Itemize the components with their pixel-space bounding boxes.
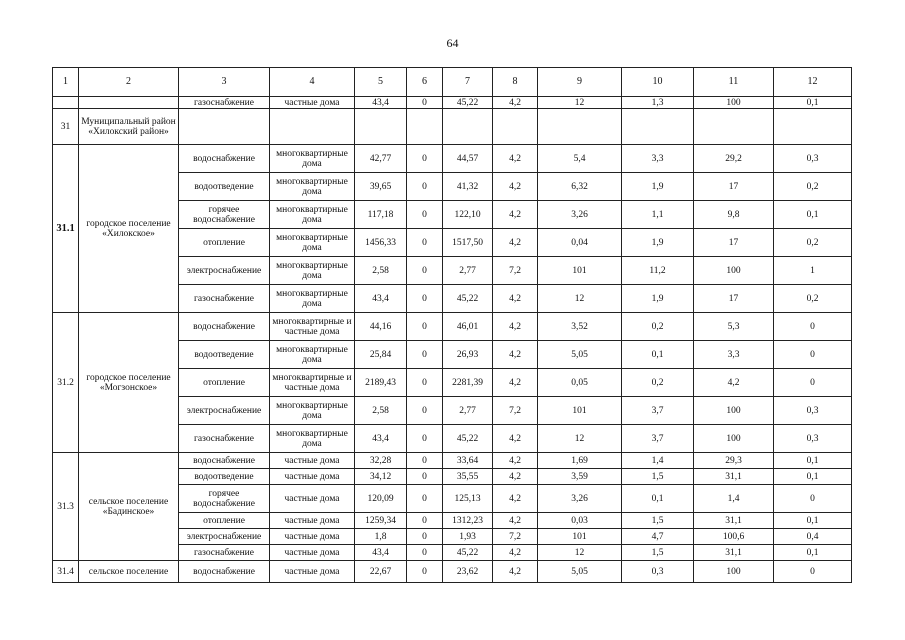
- col-11: 1,4: [694, 485, 774, 513]
- col-5: 39,65: [355, 173, 407, 201]
- col-12: 0: [774, 369, 852, 397]
- col-11: 31,1: [694, 469, 774, 485]
- col-9: 1,69: [538, 453, 622, 469]
- building-type: многоквартирные дома: [270, 257, 355, 285]
- col-6: 0: [407, 313, 443, 341]
- col-8: 4,2: [493, 285, 538, 313]
- col-5: 1259,34: [355, 513, 407, 529]
- col-10: 3,3: [622, 145, 694, 173]
- empty-cell: [179, 109, 270, 145]
- building-type: многоквартирные дома: [270, 229, 355, 257]
- col-6: 0: [407, 97, 443, 109]
- settlement-name: сельское поселение: [79, 561, 179, 583]
- col-6: 0: [407, 469, 443, 485]
- col-12: 0,2: [774, 229, 852, 257]
- col-9: 101: [538, 529, 622, 545]
- col-6: 0: [407, 561, 443, 583]
- column-header-6: 6: [407, 68, 443, 97]
- col-7: 41,32: [443, 173, 493, 201]
- col-8: 4,2: [493, 145, 538, 173]
- col-5: 43,4: [355, 545, 407, 561]
- empty-cell: [355, 109, 407, 145]
- col-12: 0,1: [774, 97, 852, 109]
- col-6: 0: [407, 545, 443, 561]
- col-11: 31,1: [694, 513, 774, 529]
- col-7: 125,13: [443, 485, 493, 513]
- col-8: 4,2: [493, 97, 538, 109]
- building-type: многоквартирные дома: [270, 173, 355, 201]
- column-header-9: 9: [538, 68, 622, 97]
- service: отопление: [179, 513, 270, 529]
- col-7: 45,22: [443, 545, 493, 561]
- col-7: 45,22: [443, 285, 493, 313]
- col-7: 2,77: [443, 257, 493, 285]
- service: электроснабжение: [179, 397, 270, 425]
- building-type: частные дома: [270, 97, 355, 109]
- empty-cell: [538, 109, 622, 145]
- col-11: 100: [694, 257, 774, 285]
- settlement-name: городское поселение «Могзонское»: [79, 313, 179, 453]
- col-11: 29,3: [694, 453, 774, 469]
- building-type: частные дома: [270, 529, 355, 545]
- col-9: 12: [538, 545, 622, 561]
- col-8: 4,2: [493, 229, 538, 257]
- col-11: 100: [694, 561, 774, 583]
- col-6: 0: [407, 425, 443, 453]
- col-7: 2,77: [443, 397, 493, 425]
- col-5: 1456,33: [355, 229, 407, 257]
- col-9: 12: [538, 285, 622, 313]
- district-number: 31: [53, 109, 79, 145]
- col-10: 1,9: [622, 285, 694, 313]
- col-5: 34,12: [355, 469, 407, 485]
- col-12: 0,2: [774, 285, 852, 313]
- col-12: 0,2: [774, 173, 852, 201]
- col-8: 4,2: [493, 513, 538, 529]
- building-type: многоквартирные и частные дома: [270, 369, 355, 397]
- col-5: 43,4: [355, 97, 407, 109]
- col-9: 3,52: [538, 313, 622, 341]
- empty-cell: [694, 109, 774, 145]
- col-8: 4,2: [493, 425, 538, 453]
- building-type: многоквартирные дома: [270, 145, 355, 173]
- col-7: 46,01: [443, 313, 493, 341]
- col-12: 0,1: [774, 201, 852, 229]
- col-11: 100: [694, 397, 774, 425]
- col-11: 5,3: [694, 313, 774, 341]
- col-10: 1,9: [622, 173, 694, 201]
- table-row: [53, 453, 852, 469]
- service: отопление: [179, 369, 270, 397]
- col-7: 122,10: [443, 201, 493, 229]
- col-5: 25,84: [355, 341, 407, 369]
- service: газоснабжение: [179, 425, 270, 453]
- building-type: многоквартирные дома: [270, 397, 355, 425]
- page-number: 64: [446, 36, 459, 50]
- col-12: 0: [774, 485, 852, 513]
- col-5: 1,8: [355, 529, 407, 545]
- col-12: 0,1: [774, 453, 852, 469]
- col-12: 0,3: [774, 145, 852, 173]
- column-header-8: 8: [493, 68, 538, 97]
- empty-cell: [270, 109, 355, 145]
- col-5: 42,77: [355, 145, 407, 173]
- col-12: 0,4: [774, 529, 852, 545]
- col-11: 17: [694, 285, 774, 313]
- col-11: 100: [694, 97, 774, 109]
- col-10: 0,3: [622, 561, 694, 583]
- col-6: 0: [407, 341, 443, 369]
- column-header-4: 4: [270, 68, 355, 97]
- column-header-1: 1: [53, 68, 79, 97]
- column-header-2: 2: [79, 68, 179, 97]
- settlement-number: 31.3: [53, 453, 79, 561]
- col-6: 0: [407, 201, 443, 229]
- col-5: 44,16: [355, 313, 407, 341]
- col-12: 0: [774, 561, 852, 583]
- service: водоснабжение: [179, 453, 270, 469]
- column-header-10: 10: [622, 68, 694, 97]
- col-9: 3,26: [538, 201, 622, 229]
- col-8: 4,2: [493, 545, 538, 561]
- settlement-number: 31.2: [53, 313, 79, 453]
- table-row: [53, 561, 852, 583]
- col-10: 1,3: [622, 97, 694, 109]
- table-row: [53, 97, 852, 109]
- col-5: 120,09: [355, 485, 407, 513]
- col-8: 4,2: [493, 313, 538, 341]
- building-type: частные дома: [270, 545, 355, 561]
- table-row: [53, 145, 852, 173]
- col-11: 9,8: [694, 201, 774, 229]
- col-6: 0: [407, 173, 443, 201]
- service: горячее водоснабжение: [179, 201, 270, 229]
- settlement-name: городское поселение «Хилокское»: [79, 145, 179, 313]
- col-8: 7,2: [493, 257, 538, 285]
- col-6: 0: [407, 529, 443, 545]
- col-11: 3,3: [694, 341, 774, 369]
- service: отопление: [179, 229, 270, 257]
- col-12: 1: [774, 257, 852, 285]
- service: газоснабжение: [179, 97, 270, 109]
- col-7: 1312,23: [443, 513, 493, 529]
- col-12: 0: [774, 313, 852, 341]
- table-row: [53, 313, 852, 341]
- col-10: 0,2: [622, 313, 694, 341]
- service: водоотведение: [179, 469, 270, 485]
- col-10: 1,5: [622, 513, 694, 529]
- col-10: 3,7: [622, 425, 694, 453]
- col-9: 3,59: [538, 469, 622, 485]
- col-8: 4,2: [493, 561, 538, 583]
- col-10: 1,1: [622, 201, 694, 229]
- col-8: 7,2: [493, 397, 538, 425]
- building-type: частные дома: [270, 453, 355, 469]
- column-header-11: 11: [694, 68, 774, 97]
- col-6: 0: [407, 257, 443, 285]
- col-5: 43,4: [355, 425, 407, 453]
- empty-cell: [443, 109, 493, 145]
- col-9: 5,05: [538, 561, 622, 583]
- col-9: 0,05: [538, 369, 622, 397]
- service: газоснабжение: [179, 285, 270, 313]
- building-type: частные дома: [270, 485, 355, 513]
- col-9: 101: [538, 397, 622, 425]
- col-5: 32,28: [355, 453, 407, 469]
- col-11: 100,6: [694, 529, 774, 545]
- num-cell: [53, 97, 79, 109]
- col-12: 0,3: [774, 425, 852, 453]
- empty-cell: [774, 109, 852, 145]
- col-7: 35,55: [443, 469, 493, 485]
- col-10: 4,7: [622, 529, 694, 545]
- col-11: 31,1: [694, 545, 774, 561]
- col-9: 0,04: [538, 229, 622, 257]
- building-type: многоквартирные дома: [270, 425, 355, 453]
- col-9: 101: [538, 257, 622, 285]
- col-6: 0: [407, 285, 443, 313]
- column-header-5: 5: [355, 68, 407, 97]
- col-9: 12: [538, 425, 622, 453]
- service: водоснабжение: [179, 561, 270, 583]
- col-6: 0: [407, 229, 443, 257]
- col-9: 5,4: [538, 145, 622, 173]
- service: водоснабжение: [179, 313, 270, 341]
- col-10: 1,5: [622, 545, 694, 561]
- building-type: многоквартирные дома: [270, 201, 355, 229]
- settlement-number: 31.4: [53, 561, 79, 583]
- service: газоснабжение: [179, 545, 270, 561]
- col-5: 117,18: [355, 201, 407, 229]
- empty-cell: [493, 109, 538, 145]
- col-8: 4,2: [493, 341, 538, 369]
- col-7: 1,93: [443, 529, 493, 545]
- service: электроснабжение: [179, 529, 270, 545]
- col-12: 0,1: [774, 469, 852, 485]
- col-7: 23,62: [443, 561, 493, 583]
- col-10: 0,1: [622, 341, 694, 369]
- building-type: многоквартирные дома: [270, 341, 355, 369]
- col-7: 1517,50: [443, 229, 493, 257]
- col-11: 17: [694, 229, 774, 257]
- col-10: 1,5: [622, 469, 694, 485]
- service: горячее водоснабжение: [179, 485, 270, 513]
- col-6: 0: [407, 485, 443, 513]
- col-9: 0,03: [538, 513, 622, 529]
- col-5: 43,4: [355, 285, 407, 313]
- district-name: Муниципальный район «Хилокский район»: [79, 109, 179, 145]
- empty-cell: [622, 109, 694, 145]
- col-11: 17: [694, 173, 774, 201]
- building-type: многоквартирные и частные дома: [270, 313, 355, 341]
- col-10: 0,2: [622, 369, 694, 397]
- column-header-7: 7: [443, 68, 493, 97]
- col-7: 26,93: [443, 341, 493, 369]
- col-6: 0: [407, 513, 443, 529]
- col-8: 4,2: [493, 369, 538, 397]
- service: электроснабжение: [179, 257, 270, 285]
- col-8: 4,2: [493, 485, 538, 513]
- col-9: 6,32: [538, 173, 622, 201]
- col-8: 4,2: [493, 469, 538, 485]
- col-11: 100: [694, 425, 774, 453]
- district-row: [53, 109, 852, 145]
- col-8: 7,2: [493, 529, 538, 545]
- building-type: частные дома: [270, 513, 355, 529]
- settlement-number: 31.1: [53, 145, 79, 313]
- col-5: 22,67: [355, 561, 407, 583]
- col-10: 11,2: [622, 257, 694, 285]
- header-row: [53, 68, 852, 97]
- col-12: 0,1: [774, 545, 852, 561]
- service: водоотведение: [179, 173, 270, 201]
- col-10: 1,4: [622, 453, 694, 469]
- name-cell: [79, 97, 179, 109]
- settlement-name: сельское поселение «Бадинское»: [79, 453, 179, 561]
- column-header-12: 12: [774, 68, 852, 97]
- col-10: 3,7: [622, 397, 694, 425]
- col-7: 44,57: [443, 145, 493, 173]
- col-6: 0: [407, 453, 443, 469]
- col-12: 0,3: [774, 397, 852, 425]
- col-6: 0: [407, 145, 443, 173]
- col-12: 0: [774, 341, 852, 369]
- service: водоотведение: [179, 341, 270, 369]
- col-9: 3,26: [538, 485, 622, 513]
- col-10: 1,9: [622, 229, 694, 257]
- col-9: 12: [538, 97, 622, 109]
- col-5: 2,58: [355, 257, 407, 285]
- tariff-table: [52, 67, 852, 583]
- col-12: 0,1: [774, 513, 852, 529]
- col-5: 2,58: [355, 397, 407, 425]
- col-7: 45,22: [443, 425, 493, 453]
- col-7: 45,22: [443, 97, 493, 109]
- building-type: многоквартирные дома: [270, 285, 355, 313]
- column-header-3: 3: [179, 68, 270, 97]
- building-type: частные дома: [270, 561, 355, 583]
- col-6: 0: [407, 369, 443, 397]
- col-8: 4,2: [493, 453, 538, 469]
- col-6: 0: [407, 397, 443, 425]
- service: водоснабжение: [179, 145, 270, 173]
- col-11: 4,2: [694, 369, 774, 397]
- col-5: 2189,43: [355, 369, 407, 397]
- col-8: 4,2: [493, 201, 538, 229]
- col-9: 5,05: [538, 341, 622, 369]
- col-7: 2281,39: [443, 369, 493, 397]
- col-11: 29,2: [694, 145, 774, 173]
- col-8: 4,2: [493, 173, 538, 201]
- col-10: 0,1: [622, 485, 694, 513]
- building-type: частные дома: [270, 469, 355, 485]
- col-7: 33,64: [443, 453, 493, 469]
- empty-cell: [407, 109, 443, 145]
